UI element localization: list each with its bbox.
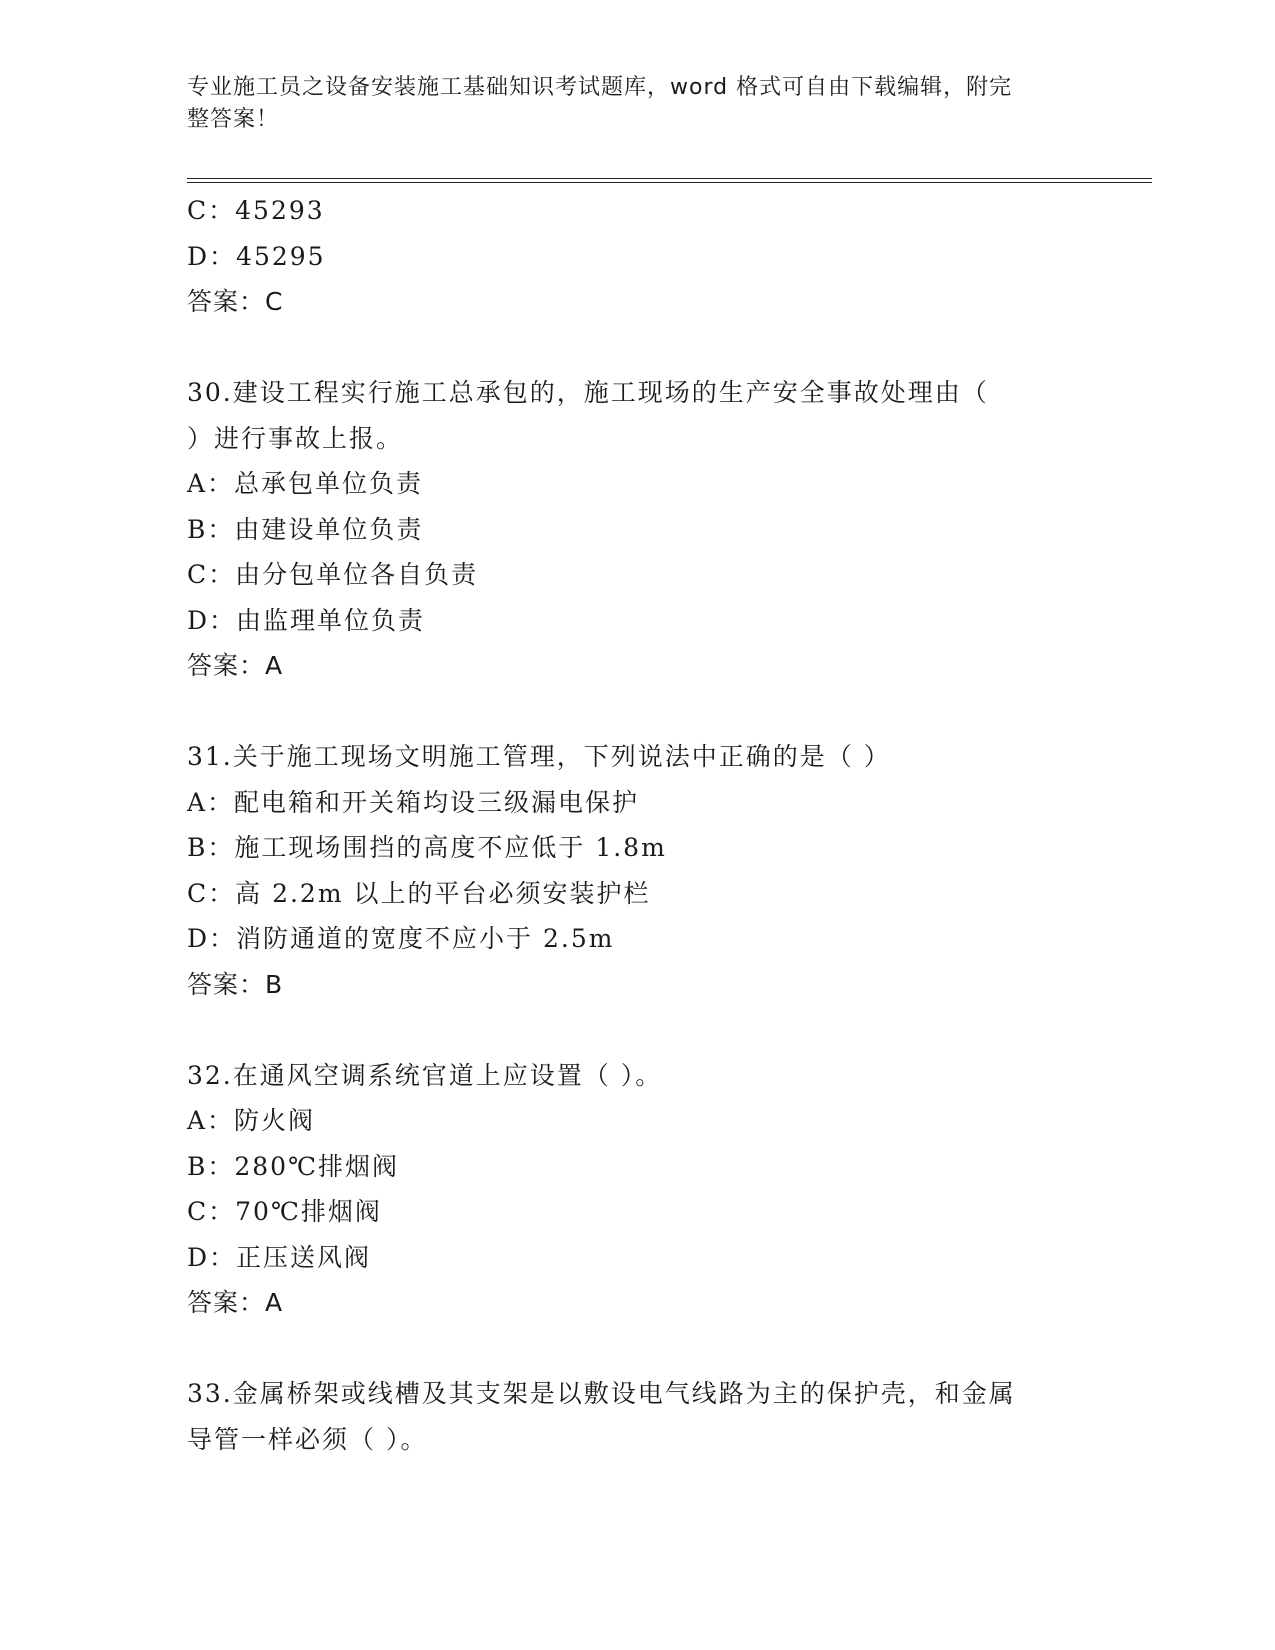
spacer (187, 1007, 1077, 1053)
document-header (187, 72, 1077, 136)
answer-line: 答案：A (187, 651, 284, 680)
option-d: D：45295 (187, 241, 326, 271)
option-b: B：由建设单位负责 (187, 514, 424, 544)
question-33 (187, 1371, 1077, 1462)
option-b: B：280℃排烟阀 (187, 1151, 400, 1181)
option-a: A：总承包单位负责 (187, 469, 424, 498)
option-c: C：由分包单位各自负责 (187, 560, 479, 589)
question-29-tail (187, 188, 1077, 325)
option-d: D：消防通道的宽度不应小于 2.5m (187, 924, 615, 953)
option-a: A：防火阀 (187, 1106, 316, 1135)
header-title-line-1: 专业施工员之设备安装施工基础知识考试题库，word 格式可自由下载编辑，附完 (187, 75, 1013, 100)
option-a: A：配电箱和开关箱均设三级漏电保护 (187, 787, 640, 817)
question-stem: 31.关于施工现场文明施工管理，下列说法中正确的是（ ） (187, 742, 891, 771)
question-stem: 33.金属桥架或线槽及其支架是以敷设电气线路为主的保护壳，和金属 (187, 1379, 1016, 1408)
question-stem-continued: ）进行事故上报。 (187, 423, 404, 453)
question-30 (187, 370, 1077, 689)
question-stem: 32.在通风空调系统官道上应设置（ ）。 (187, 1060, 663, 1090)
answer-line: 答案：B (187, 969, 284, 999)
question-stem-continued: 导管一样必须（ ）。 (187, 1424, 428, 1454)
spacer (187, 1326, 1077, 1372)
header-divider-top (187, 178, 1152, 179)
spacer (187, 325, 1077, 371)
header-title-line-2: 整答案！ (187, 107, 280, 132)
question-31 (187, 734, 1077, 1007)
spacer (187, 689, 1077, 735)
question-list (187, 188, 1077, 1462)
answer-line: 答案：A (187, 1288, 284, 1317)
question-32 (187, 1053, 1077, 1326)
option-c: C：高 2.2m 以上的平台必须安装护栏 (187, 878, 651, 908)
header-divider-bottom (187, 182, 1152, 183)
question-stem: 30.建设工程实行施工总承包的，施工现场的生产安全事故处理由（ (187, 378, 989, 407)
option-d: D：正压送风阀 (187, 1242, 372, 1272)
option-c: C：45293 (187, 196, 325, 225)
option-c: C：70℃排烟阀 (187, 1197, 382, 1226)
option-b: B：施工现场围挡的高度不应低于 1.8m (187, 833, 667, 862)
option-d: D：由监理单位负责 (187, 605, 426, 635)
answer-line: 答案：C (187, 287, 284, 316)
